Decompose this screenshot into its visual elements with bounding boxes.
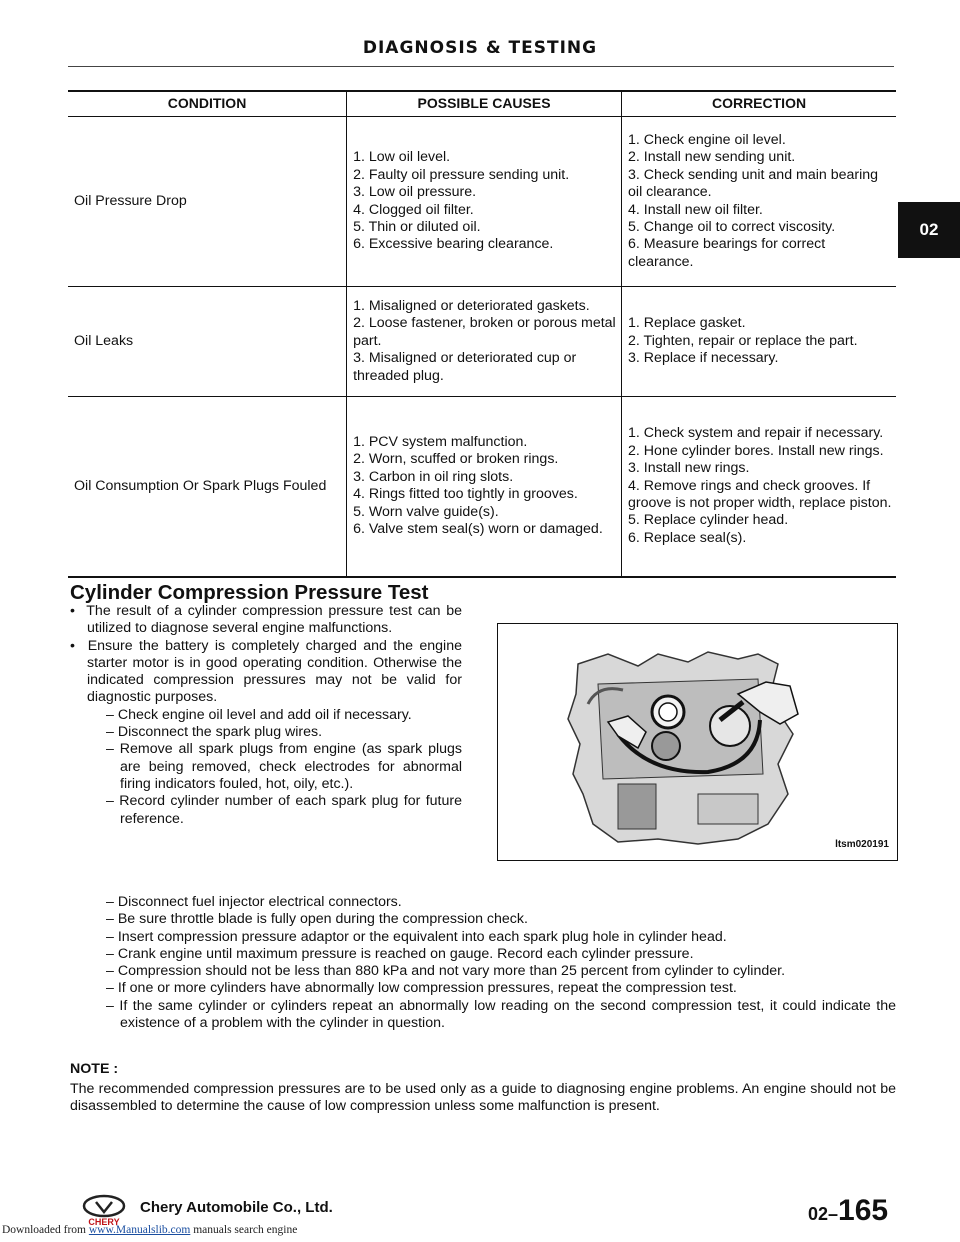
step-item: – Remove all spark plugs from engine (as spark plugs are being removed, check electrodes for abnormal firing indicators fouled, hot, oily, etc.). — [106, 741, 462, 792]
condition-cell: Oil Pressure Drop — [68, 117, 347, 287]
page-number — [808, 1194, 888, 1228]
diagnosis-table — [68, 90, 896, 578]
section-title: Cylinder Compression Pressure Test — [70, 581, 429, 604]
correction-cell: 1. Check system and repair if necessary. 2. Hone cylinder bores. Install new rings. 3. Install new rings. 4. Remove rings and check grooves. If groove is not proper width, replace piston. 5. Replace cylinder head. 6. Replace seal(s). — [622, 397, 896, 577]
section-tab: 02 — [898, 202, 960, 258]
step-item: – Record cylinder number of each spark plug for future reference. — [106, 793, 462, 827]
causes-cell: 1. Misaligned or deteriorated gaskets. 2. Loose fastener, broken or porous metal part. 3. Misaligned or deteriorated cup or threaded plug. — [347, 287, 622, 397]
step-item: – If the same cylinder or cylinders repeat an abnormally low reading on the second compression test, it could indicate the existence of a problem with the cylinder in question. — [106, 997, 896, 1032]
download-notice — [2, 1224, 297, 1236]
step-item: – Crank engine until maximum pressure is reached on gauge. Record each cylinder pressure. — [106, 945, 694, 962]
page-number-value: 165 — [838, 1194, 889, 1227]
note-label: NOTE : — [70, 1061, 119, 1077]
bullet-item: • The result of a cylinder compression pressure test can be utilized to diagnose several engine malfunctions. — [70, 603, 462, 637]
download-notice-text: Downloaded from — [2, 1224, 86, 1236]
causes-cell: 1. Low oil level. 2. Faulty oil pressure sending unit. 3. Low oil pressure. 4. Clogged oil filter. 5. Thin or diluted oil. 6. Excessive bearing clearance. — [347, 117, 622, 287]
procedure-list — [70, 603, 462, 828]
chery-logo-icon — [80, 1192, 128, 1228]
table-row — [68, 117, 896, 287]
step-item: – Disconnect the spark plug wires. — [106, 724, 323, 741]
table-row — [68, 287, 896, 397]
column-header-condition: CONDITION — [68, 91, 347, 117]
condition-cell: Oil Leaks — [68, 287, 347, 397]
page-header-title: DIAGNOSIS & TESTING — [362, 38, 598, 58]
step-item: – Disconnect fuel injector electrical connectors. — [106, 894, 402, 910]
step-item: – If one or more cylinders have abnormally low compression pressures, repeat the compression test. — [106, 980, 737, 997]
manualslib-link[interactable]: www.Manualslib.com — [88, 1224, 191, 1236]
step-item: – Compression should not be less than 880 kPa and not vary more than 25 percent from cylinder to cylinder. — [106, 963, 786, 980]
logo-wordmark: CHERY — [88, 1217, 120, 1227]
column-header-correction: CORRECTION — [622, 91, 896, 117]
causes-cell: 1. PCV system malfunction. 2. Worn, scuffed or broken rings. 3. Carbon in oil ring slots. 4. Rings fitted too tightly in grooves. 5. Worn valve guide(s). 6. Valve stem seal(s) worn or damaged. — [347, 397, 622, 577]
table-row — [68, 397, 896, 577]
table-header-row — [68, 91, 896, 117]
bullet-item: • Ensure the battery is completely charged and the engine starter motor is in good operating condition. Otherwise the indicated compression pressures may not be valid for diagnostic purposes. — [70, 637, 462, 706]
note-text: The recommended compression pressures are to be used only as a guide to diagnosing engine problems. An engine should not be disassembled to determine the cause of low compression unless some malfunction is present. — [70, 1081, 896, 1115]
page-prefix: 02– — [808, 1204, 839, 1224]
compression-test-figure — [497, 623, 898, 861]
figure-label: ltsm020191 — [835, 839, 889, 850]
correction-cell: 1. Check engine oil level. 2. Install new sending unit. 3. Check sending unit and main bearing oil clearance. 4. Install new oil filter. 5. Change oil to correct viscosity. 6. Measure bearings for correct clearance. — [622, 117, 896, 287]
condition-cell: Oil Consumption Or Spark Plugs Fouled — [68, 397, 347, 577]
footer-company: Chery Automobile Co., Ltd. — [140, 1199, 333, 1216]
bullet-text: Ensure the battery is completely charged and the engine starter motor is in good operating condition. Otherwise the indicated compression pressures may not be valid for diagnostic purposes. — [87, 637, 462, 706]
download-notice-tagline: manuals search engine — [193, 1224, 298, 1236]
column-header-causes: POSSIBLE CAUSES — [347, 91, 622, 117]
procedure-steps — [70, 894, 896, 1032]
engine-illustration — [498, 624, 897, 860]
correction-cell: 1. Replace gasket. 2. Tighten, repair or replace the part. 3. Replace if necessary. — [622, 287, 896, 397]
step-item: – Insert compression pressure adaptor or the equivalent into each spark plug hole in cylinder head. — [106, 928, 727, 945]
step-item: – Check engine oil level and add oil if necessary. — [106, 706, 412, 723]
bullet-text: The result of a cylinder compression pressure test can be utilized to diagnose several engine malfunctions. — [86, 603, 462, 637]
step-item: – Be sure throttle blade is fully open during the compression check. — [106, 911, 528, 928]
header-divider — [68, 66, 894, 67]
